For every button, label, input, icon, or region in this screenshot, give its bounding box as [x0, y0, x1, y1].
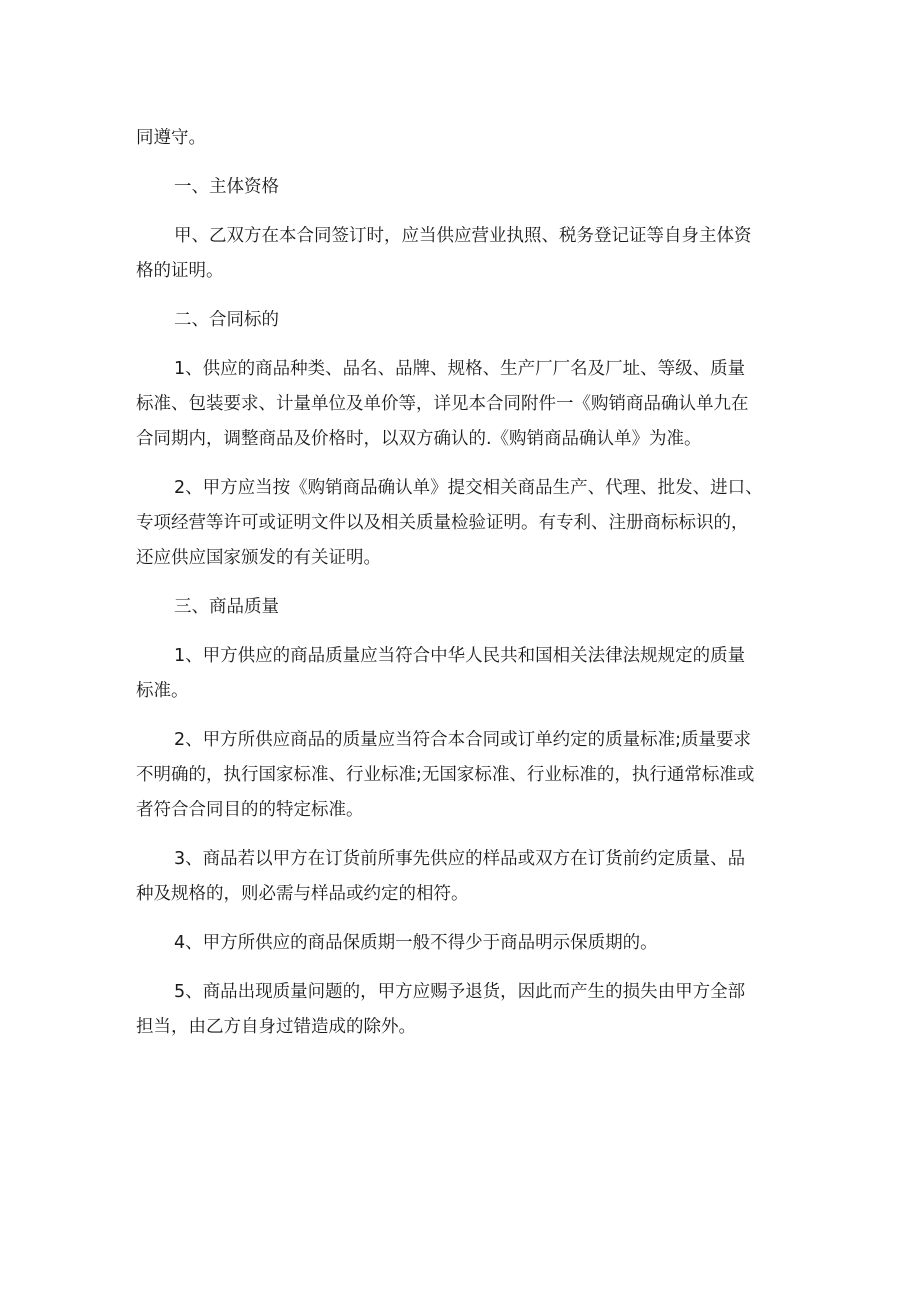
text-line: 2、甲方应当按《购销商品确认单》提交相关商品生产、代理、批发、进口、	[174, 478, 763, 498]
text-line: 种及规格的，则必需与样品或约定的相符。	[136, 884, 469, 904]
paragraph-continuation	[136, 121, 796, 156]
text-line: 合同期内，调整商品及价格时，以双方确认的.《购销商品确认单》为准。	[136, 429, 702, 449]
text-line: 2、甲方所供应商品的质量应当符合本合同或订单约定的质量标准;质量要求	[174, 730, 752, 750]
paragraph-clause-2-1	[136, 352, 796, 457]
paragraph-clause-3-3	[136, 842, 796, 912]
text-line: 4、甲方所供应的商品保质期一般不得少于商品明示保质期的。	[174, 933, 658, 953]
heading-subject-qualification	[136, 170, 796, 205]
text-line: 同遵守。	[136, 128, 206, 148]
text-line: 专项经营等许可或证明文件以及相关质量检验证明。有专利、注册商标标识的，	[136, 513, 749, 533]
paragraph-clause-3-2	[136, 723, 796, 828]
document-page	[136, 121, 796, 1059]
paragraph-clause-3-1	[136, 639, 796, 709]
text-line: 甲、乙双方在本合同签订时，应当供应营业执照、税务登记证等自身主体资	[174, 226, 752, 246]
text-line: 担当，由乙方自身过错造成的除外。	[136, 1017, 416, 1037]
text-line: 一、主体资格	[174, 177, 279, 197]
heading-contract-subject	[136, 303, 796, 338]
text-line: 三、商品质量	[174, 597, 279, 617]
text-line: 3、商品若以甲方在订货前所事先供应的样品或双方在订货前约定质量、品	[174, 849, 746, 869]
text-line: 格的证明。	[136, 261, 224, 281]
text-line: 5、商品出现质量问题的，甲方应赐予退货，因此而产生的损失由甲方全部	[174, 982, 746, 1002]
heading-product-quality	[136, 590, 796, 625]
text-line: 还应供应国家颁发的有关证明。	[136, 548, 381, 568]
text-line: 标准。	[136, 681, 189, 701]
paragraph-clause-3-4	[136, 926, 796, 961]
text-line: 不明确的，执行国家标准、行业标准;无国家标准、行业标准的，执行通常标准或	[136, 765, 755, 785]
text-line: 者符合合同目的的特定标准。	[136, 800, 364, 820]
text-line: 二、合同标的	[174, 310, 279, 330]
text-line: 1、甲方供应的商品质量应当符合中华人民共和国相关法律法规规定的质量	[174, 646, 746, 666]
paragraph-clause-2-2	[136, 471, 796, 576]
paragraph-clause-3-5	[136, 975, 796, 1045]
text-line: 标准、包装要求、计量单位及单价等，详见本合同附件一《购销商品确认单九在	[136, 394, 749, 414]
paragraph-qualification-proof	[136, 219, 796, 289]
text-line: 1、供应的商品种类、品名、品牌、规格、生产厂厂名及厂址、等级、质量	[174, 359, 746, 379]
